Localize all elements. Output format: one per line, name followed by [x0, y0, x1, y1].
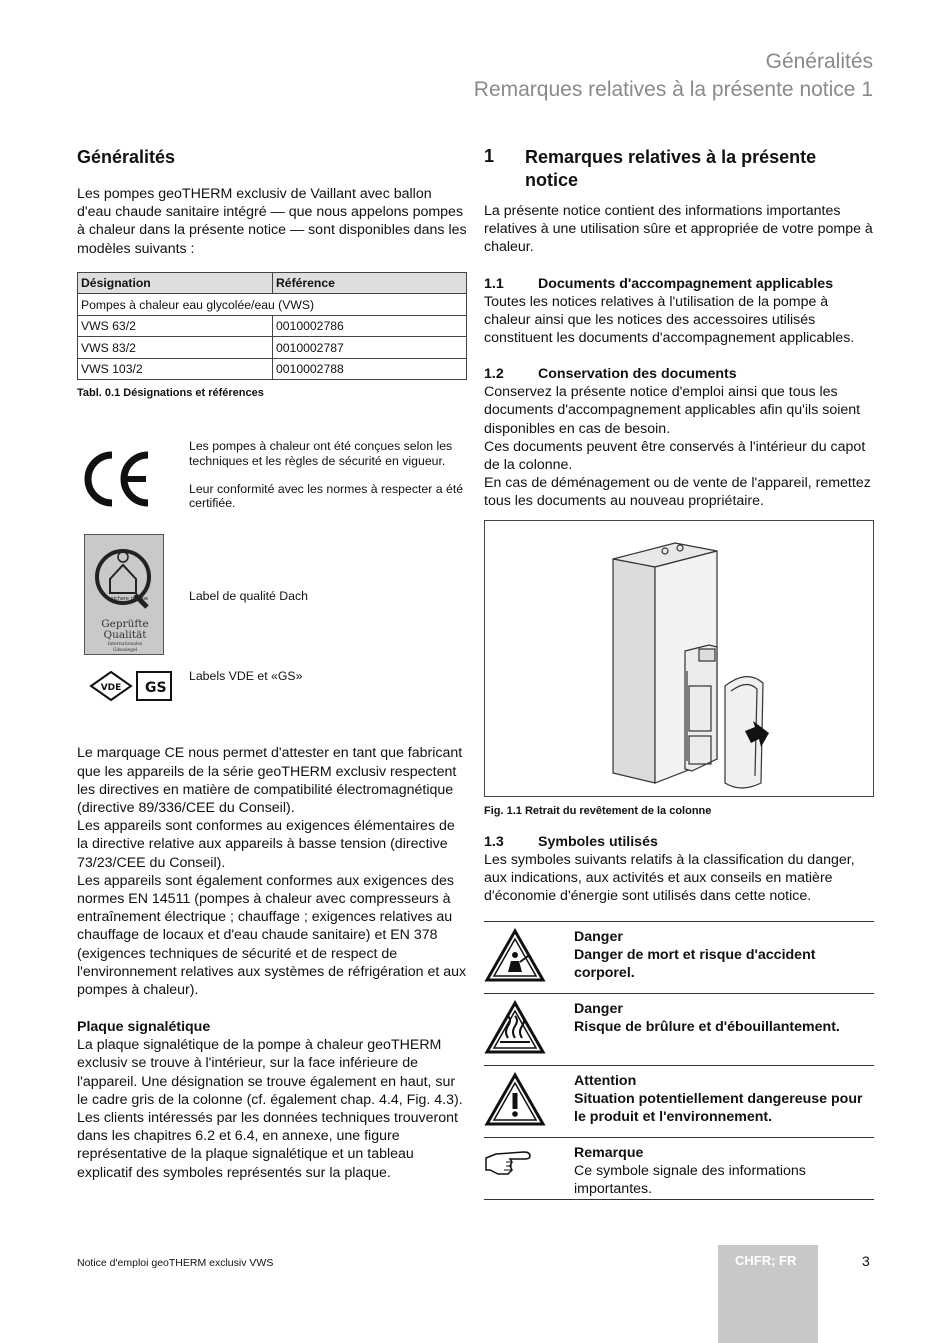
right-section-title: Remarques relatives à la présente notice: [524, 147, 817, 190]
warning-symbols-list: [484, 921, 874, 1200]
vde-text: Labels VDE et «GS»: [189, 669, 303, 684]
section-1-2-text-3: En cas de déménagement ou de vente de l'appareil, remettez tous les documents au nouveau propriétaire.: [484, 475, 871, 510]
section-1-1-title: Documents d'accompagnement applicables: [538, 275, 834, 292]
warning-text: [574, 1072, 874, 1126]
table-group-cell: Pompes à chaleur eau glycolée/eau (VWS): [78, 294, 467, 316]
vde-mark-text: VDE: [100, 683, 122, 694]
quality-label-logo: [84, 534, 164, 655]
ce-mark-icon: [82, 449, 154, 509]
left-column: [77, 146, 467, 1182]
table-cell: VWS 83/2: [78, 337, 273, 359]
table-header-row: [78, 272, 467, 294]
table-cell: VWS 103/2: [78, 358, 273, 380]
warning-desc: Risque de brûlure et d'ébouillantement.: [574, 1019, 840, 1036]
table-header-designation: Désignation: [78, 272, 273, 294]
quality-logo-main2: Qualität: [103, 629, 147, 642]
section-1-1-number: 1.1: [484, 275, 504, 292]
ce-paragraph-1: Le marquage CE nous permet d'attester en tant que fabricant que les appareils de la série geoTHERM exclusiv respectent les directives en matière de compatibilité électromagnétique (directive 89/336/CEE du Conseil).: [77, 745, 463, 816]
section-1-1-text: Toutes les notices relatives à l'utilisation de la pompe à chaleur ainsi que les notices des accessoires utilisés constituent les documents d'accompagnement applicables.: [484, 293, 855, 347]
table-header-reference: Référence: [273, 272, 467, 294]
quality-logo-sub2: Gütesiegel: [112, 648, 138, 654]
table-cell: VWS 63/2: [78, 315, 273, 337]
warning-desc: Situation potentiellement dangereuse pour le produit et l'environnement.: [574, 1091, 863, 1126]
hot-surface-warning-icon: [484, 1000, 546, 1056]
ce-text: [189, 439, 464, 510]
left-intro: Les pompes geoTHERM exclusiv de Vaillant avec ballon d'eau chaude sanitaire intégré — que nous appelons pompes à chaleur dans la présente notice — sont disponibles dans les modèles suivants :: [77, 186, 467, 257]
ce-paragraph-2: Les appareils sont conformes au exigences élémentaires de la directive relative aux appareils à basse tension (directive 73/23/CEE du Conseil).: [77, 818, 455, 871]
warning-text: [574, 1144, 874, 1198]
section-1-3-heading: [484, 833, 874, 851]
table-cell: 0010002787: [273, 337, 467, 359]
section-1-1-heading: [484, 275, 874, 293]
pointing-hand-icon: [484, 1140, 546, 1196]
running-header-line1: Généralités: [765, 50, 873, 73]
right-intro: La présente notice contient des informations importantes relatives à une utilisation sûre et appropriée de votre pompe à chaleur.: [484, 203, 873, 256]
right-column: [484, 146, 874, 1200]
footer-language-tab: [718, 1245, 818, 1343]
quality-logo-main1: Geprüfte: [101, 618, 149, 631]
quality-text: Label de qualité Dach: [189, 589, 308, 604]
plaque-text: La plaque signalétique de la pompe à chaleur geoTHERM exclusiv se trouve à l'intérieur, sur la face inférieure de l'appareil. Une désignation se trouve également en haut, sur le cadre gris de la colonne (cf. également chap. 4.4, Fig. 4.3). Les clients intéressés par les données techniques trouveront dans les chapitres 6.2 et 6.4, en annexe, une figure représentative de la plaque signalétique et un tableau explicatif des symboles représentés sur la plaque.: [77, 1037, 463, 1181]
gs-mark-text: GS: [145, 680, 167, 697]
table-caption: Tabl. 0.1 Désignations et références: [77, 387, 264, 400]
warning-text: [574, 1000, 874, 1036]
right-section-number: 1: [484, 146, 495, 166]
section-1-2-text-1: Conservez la présente notice d'emploi ainsi que tous les documents d'accompagnement applicables afin qu'ils soient disponibles en cas de besoin.: [484, 384, 861, 437]
section-1-3-number: 1.3: [484, 833, 504, 850]
ce-text-1: Les pompes à chaleur ont été conçues selon les techniques et les règles de sécurité en vigueur.: [189, 439, 453, 468]
warning-text: [574, 928, 874, 982]
table-row: [78, 315, 467, 337]
reference-table: [77, 272, 467, 381]
warning-desc: Danger de mort et risque d'accident corporel.: [574, 947, 816, 982]
figure-heat-pump: [484, 520, 874, 797]
warning-attention: [484, 1065, 874, 1137]
warning-title: Remarque: [574, 1145, 644, 1162]
electrocution-warning-icon: [484, 928, 546, 984]
section-1-2-number: 1.2: [484, 366, 504, 383]
right-section-heading: [484, 146, 874, 192]
warning-note: [484, 1137, 874, 1200]
footer-document-title: Notice d'emploi geoTHERM exclusiv VWS: [77, 1257, 274, 1269]
table-row: [78, 337, 467, 359]
warning-danger-electric: [484, 921, 874, 993]
certification-marks: [77, 439, 467, 759]
table-row: [78, 358, 467, 380]
table-cell: 0010002786: [273, 315, 467, 337]
warning-title: Attention: [574, 1073, 637, 1090]
warning-title: Danger: [574, 1001, 623, 1018]
plaque-title: Plaque signalétique: [77, 1019, 211, 1036]
ce-paragraph-3: Les appareils sont également conformes aux exigences des normes EN 14511 (pompes à chaleur avec compresseurs à entraînement électrique ; chauffage ; exigences relatives au chauffage de locaux et d'eau chaude sanitaire) et EN 378 (exigences techniques de sécurité et de respect de l'environnement relatives aux systèmes de réfrigération et aux pompes à chaleur).: [77, 872, 467, 998]
quality-logo-sub1: Internationales: [107, 642, 143, 648]
warning-desc: Ce symbole signale des informations importantes.: [574, 1163, 806, 1198]
table-cell: 0010002788: [273, 358, 467, 380]
section-1-2-heading: [484, 365, 874, 383]
left-section-title: Généralités: [77, 147, 176, 167]
warning-title: Danger: [574, 929, 623, 946]
exclamation-warning-icon: [484, 1072, 546, 1128]
heat-pump-illustration: [485, 521, 873, 796]
section-1-3-title: Symboles utilisés: [538, 833, 658, 850]
ce-text-2: Leur conformité avec les normes à respecter a été certifiée.: [189, 481, 464, 511]
figure-caption: Fig. 1.1 Retrait du revêtement de la colonne: [484, 804, 712, 817]
running-header-line2: Remarques relatives à la présente notice 1: [473, 78, 873, 101]
section-1-2-text-2: Ces documents peuvent être conservés à l'intérieur du capot de la colonne.: [484, 438, 866, 474]
section-1-2-title: Conservation des documents: [538, 366, 737, 383]
vde-gs-marks: [89, 670, 175, 702]
section-1-3-text: Les symboles suivants relatifs à la classification du danger, aux indications, aux activités et aux conseils en matière d'économie d'énergie sont utilisés dans cette notice.: [484, 851, 855, 905]
table-group-row: [78, 294, 467, 316]
footer-language-label: CHFR; FR: [735, 1253, 797, 1268]
warning-danger-burn: [484, 993, 874, 1065]
page-number: 3: [862, 1253, 870, 1269]
quality-logo-small: sichere pumpe: [111, 596, 149, 603]
